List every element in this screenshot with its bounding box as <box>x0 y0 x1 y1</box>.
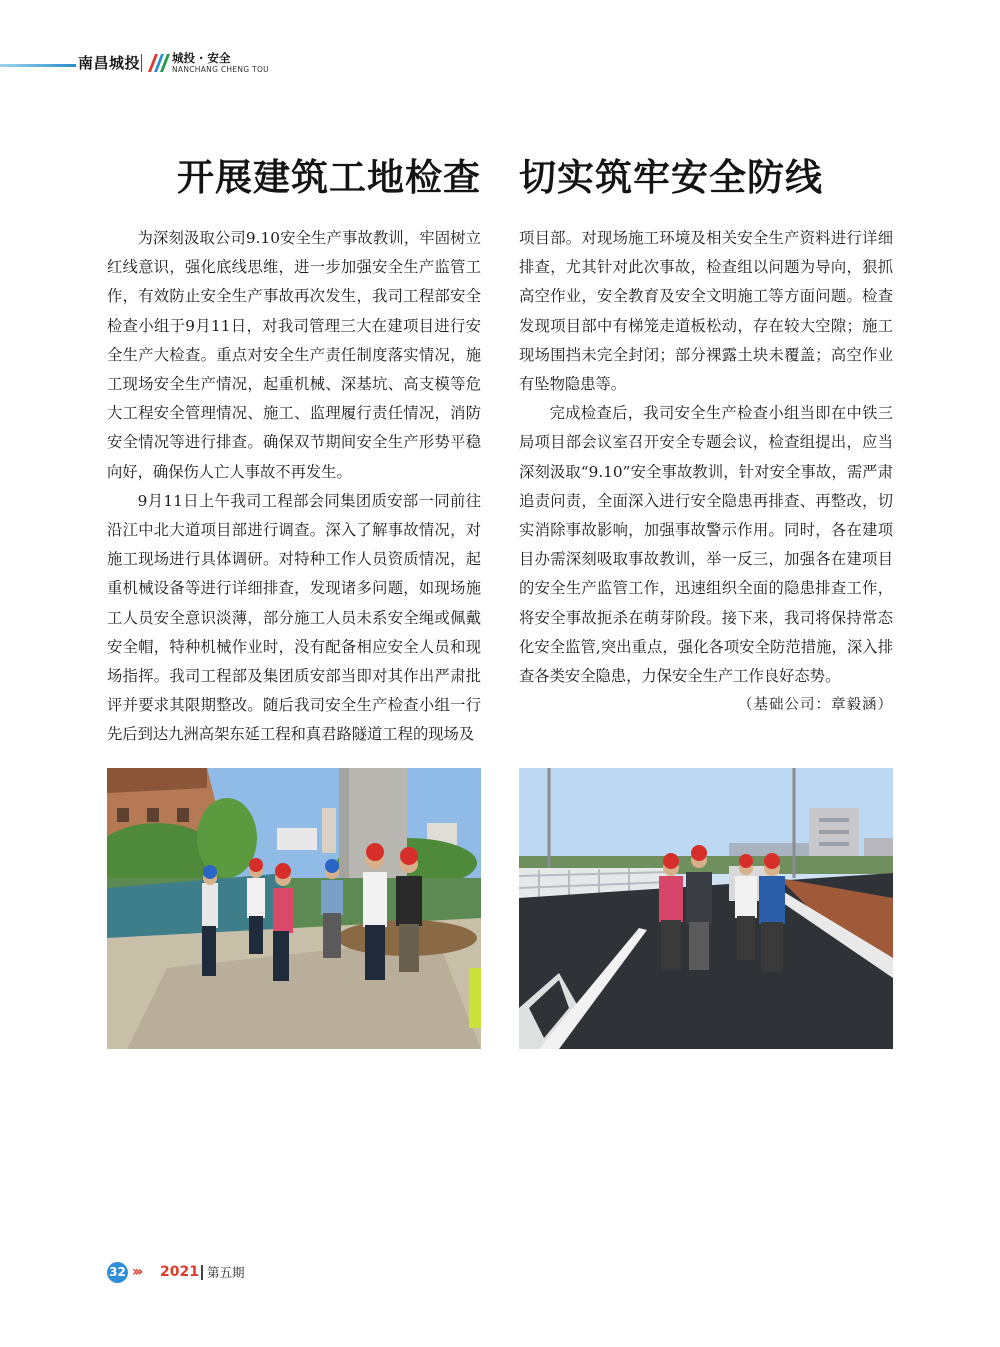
paragraph: 完成检查后，我司安全生产检查小组当即在中铁三局项目部会议室召开安全专题会议，检查组提出，应当深刻汲取“9.10”安全事故教训，针对安全事故，需严肃追责问责，全面深入进行安全隐患再排查、再整改，切实消除事故影响，加强事故警示作用。同时，各在建项目办需深刻吸取事故教训，举一反三，加强各在建项目的安全生产监管工作，迅速组织全面的隐患排查工作，将安全事故扼杀在萌芽阶段。接下来，我司将保持常态化安全监管,突出重点，强化各项安全防范措施，深入排查各类安全隐患，力保安全生产工作良好态势。 <box>519 404 893 686</box>
paragraph: 项目部。对现场施工环境及相关安全生产资料进行详细排查，尤其针对此次事故，检查组以问题为导向，狠抓高空作业，安全教育及安全文明施工等方面问题。检查发现项目部中有梯笼走道板松动，存在较大空隙；施工现场围挡未完全封闭；部分裸露土块未覆盖；高空作业有坠物隐患等。 <box>519 229 893 394</box>
header-accent-line <box>0 64 76 67</box>
article-column-right <box>519 224 893 720</box>
article-byline: （基础公司：章毅涵） <box>738 697 893 714</box>
header-section-english: NANCHANG CHENG TOU <box>172 65 269 74</box>
article-title: 开展建筑工地检查 切实筑牢安全防线 <box>177 156 823 199</box>
paragraph: 9月11日上午我司工程部会同集团质安部一同前往沿江中北大道项目部进行调查。深入了解事故情况，对施工现场进行具体调研。对特种工作人员资质情况，起重机械设备等进行详细排查，发现诸多问题，如现场施工人员安全意识淡薄，部分施工人员未系安全绳或佩戴安全帽，特种机械作业时，没有配备相应安全人员和现场指挥。我司工程部及集团质安部当即对其作出严肃批评并要求其限期整改。随后我司安全生产检查小组一行先后到达九洲高架东延工程和真君路隧道工程的现场及 <box>107 491 481 744</box>
header-separator <box>141 54 142 72</box>
issue-number: 第五期 <box>207 1265 245 1280</box>
footer-separator <box>201 1265 203 1280</box>
article-column-left <box>107 224 481 750</box>
header-brand: 南昌城投 <box>78 54 141 72</box>
chengtou-logo-icon <box>146 52 170 74</box>
chevron-right-icon: ››› <box>132 1264 141 1280</box>
header-section-label: 城投 · 安全 <box>172 51 231 65</box>
photo-site-inspection-road <box>519 768 893 1049</box>
paragraph: 为深刻汲取公司9.10安全生产事故教训，牢固树立红线意识，强化底线思维，进一步加强安全生产监管工作，有效防止安全生产事故再次发生，我司工程部安全检查小组于9月11日，对我司管理三大在建项目进行安全生产大检查。重点对安全生产责任制度落实情况，施工现场安全生产情况，起重机械、深基坑、高支模等危大工程安全管理情况、施工、监理履行责任情况，消防安全情况等进行排查。确保双节期间安全生产形势平稳向好，确保伤人亡人事故不再发生。 <box>107 229 481 481</box>
issue-year: 2021 <box>160 1264 199 1280</box>
photo-site-inspection-viaduct <box>107 768 481 1049</box>
page-number-badge: 32 <box>107 1262 128 1283</box>
